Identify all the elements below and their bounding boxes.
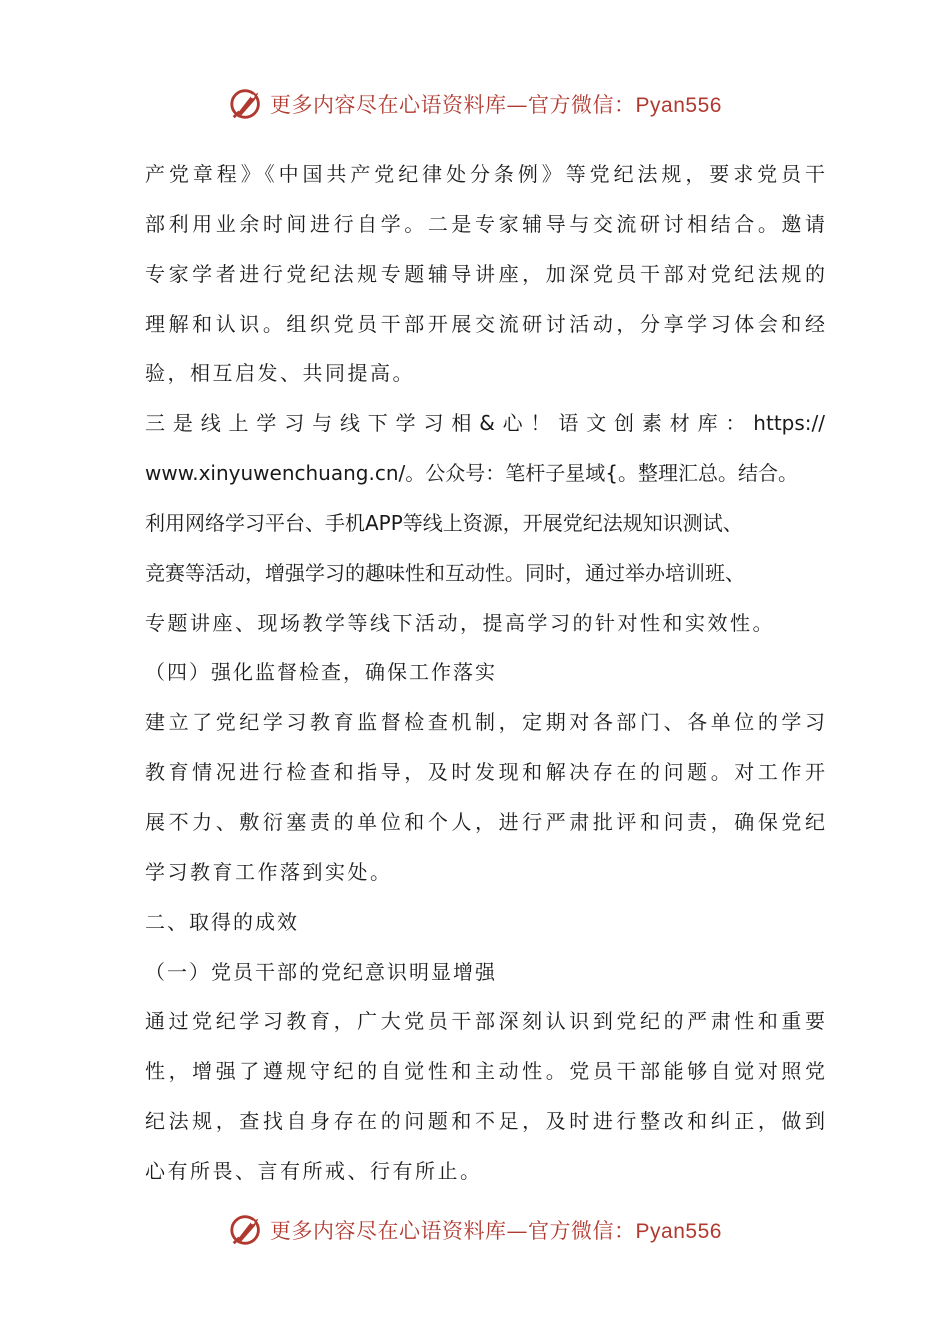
text-line: 性，增强了遵规守纪的自觉性和主动性。党员干部能够自觉对照党 [145,1059,825,1084]
text-line: 三是线上学习与线下学习相&心！语文创素材库：https:// [145,411,825,436]
pen-nib-logo-icon [228,85,266,123]
pen-nib-logo-icon [228,1211,266,1249]
text-line: 建立了党纪学习教育监督检查机制，定期对各部门、各单位的学习 [145,710,825,735]
text-line: 理解和认识。组织党员干部开展交流研讨活动，分享学习体会和经 [145,311,825,336]
document-body [145,150,825,1197]
text-line: 竞赛等活动，增强学习的趣味性和互动性。同时，通过举办培训班、 [145,560,745,585]
text-line: 专家学者进行党纪法规专题辅导讲座，加深党员干部对党纪法规的 [145,261,825,286]
text-line: 产党章程》《中国共产党纪律处分条例》等党纪法规，要求党员干 [145,162,825,186]
text-line: 展不力、敷衍塞责的单位和个人，进行严肃批评和问责，确保党纪 [145,809,825,834]
section-heading: 二、取得的成效 [145,909,299,934]
footer-banner-text: 更多内容尽在心语资料库—官方微信：Pyan556 [270,1219,722,1243]
section-heading: （四）强化监督检查，确保工作落实 [145,660,497,685]
footer-banner-content [228,1211,722,1249]
text-line: 心有所畏、言有所戒、行有所止。 [145,1158,483,1183]
text-line: 纪法规，查找自身存在的问题和不足，及时进行整改和纠正，做到 [145,1109,825,1134]
text-line: 验，相互启发、共同提高。 [145,361,415,386]
header-banner-content [228,85,722,123]
text-line: 利用网络学习平台、手机APP等线上资源，开展党纪法规知识测试、 [145,510,743,535]
header-banner [0,84,950,124]
text-line: 通过党纪学习教育，广大党员干部深刻认识到党纪的严肃性和重要 [145,1009,825,1034]
footer-banner [0,1210,950,1250]
text-line: 专题讲座、现场教学等线下活动，提高学习的针对性和实效性。 [145,610,775,635]
text-line: 教育情况进行检查和指导，及时发现和解决存在的问题。对工作开 [145,760,825,785]
section-heading: （一）党员干部的党纪意识明显增强 [145,959,497,984]
text-line: 部利用业余时间进行自学。二是专家辅导与交流研讨相结合。邀请 [145,211,825,236]
text-line: www.xinyuwenchuang.cn/。公众号：笔杆子星域{。整理汇总。结合。 [145,461,798,486]
text-line: 学习教育工作落到实处。 [145,859,393,884]
header-banner-text: 更多内容尽在心语资料库—官方微信：Pyan556 [270,93,722,117]
